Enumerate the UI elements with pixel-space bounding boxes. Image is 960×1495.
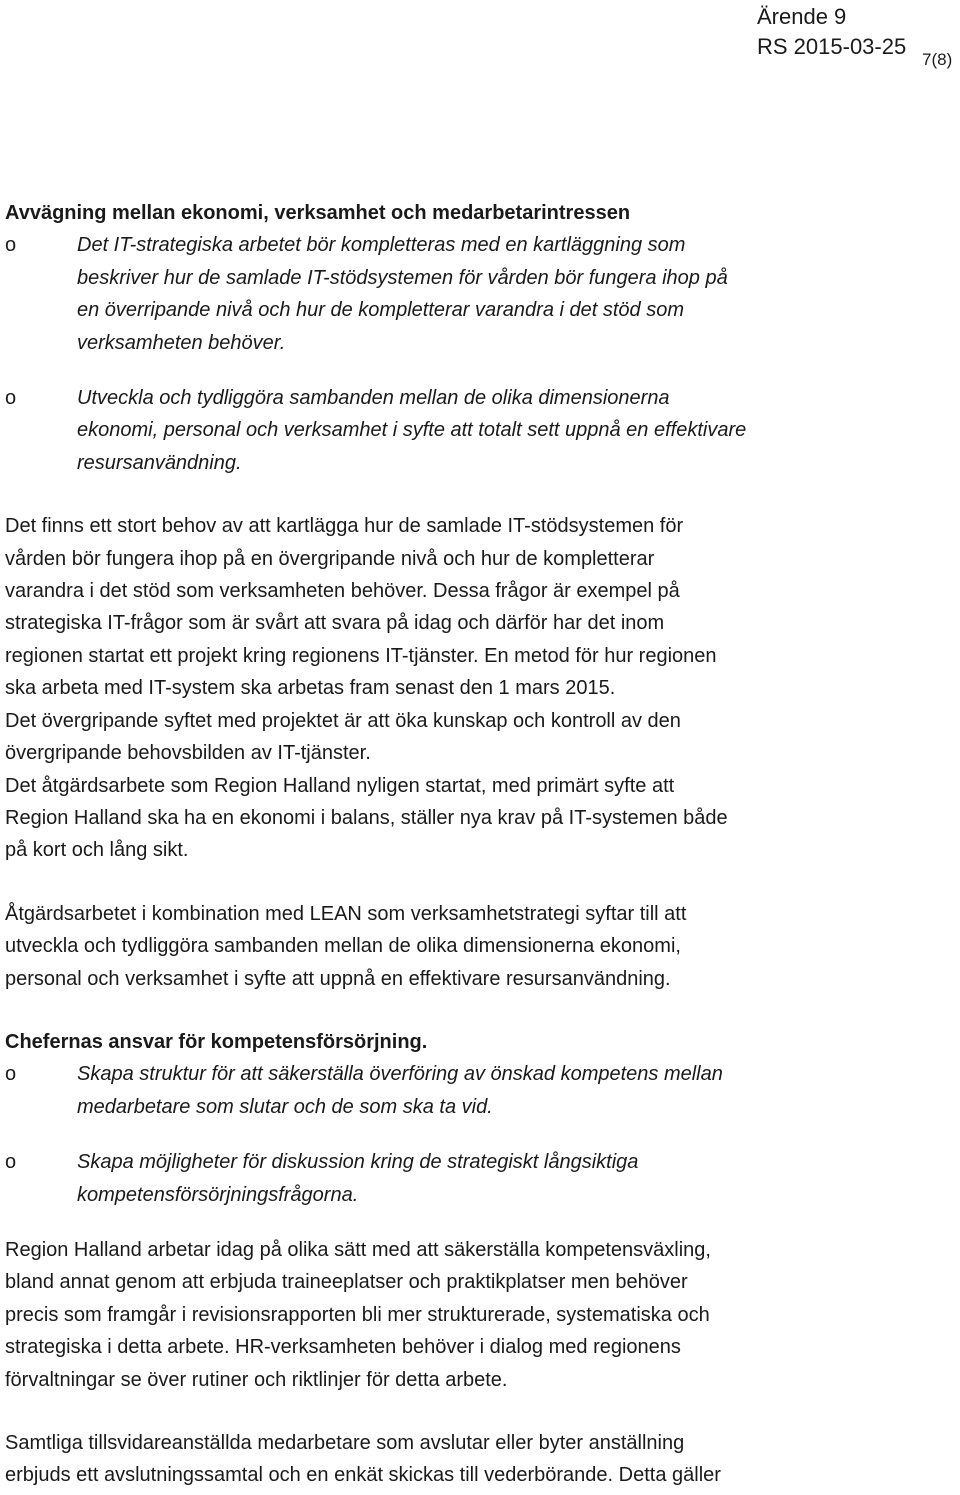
bullet-marker: o [5, 234, 17, 257]
text-line: Skapa möjligheter för diskussion kring de strategiskt långsiktiga [77, 1151, 639, 1174]
paragraph-exit-interview [5, 1427, 905, 1492]
text-line: bland annat genom att erbjuda traineeplatser och praktikplatser men behöver [5, 1271, 688, 1294]
text-line: strategiska i detta arbete. HR-verksamheten behöver i dialog med regionens [5, 1336, 681, 1359]
text-line: vården bör fungera ihop på en övergripande nivå och hur de kompletterar [5, 547, 655, 570]
text-line: en överripande nivå och hur de kompletterar varandra i det stöd som [77, 299, 685, 322]
text-line: Det finns ett stort behov av att kartlägga hur de samlade IT-stödsystemen för [5, 515, 684, 538]
section-heading-balance: Avvägning mellan ekonomi, verksamhet och medarbetarintressen [5, 202, 631, 224]
text-line: regionen startat ett projekt kring regionens IT-tjänster. En metod för hur regionen [5, 644, 717, 667]
text-line: Åtgärdsarbetet i kombination med LEAN som verksamhetstrategi syftar till att [5, 902, 687, 925]
text-line: Det IT-strategiska arbetet bör kompletteras med en kartläggning som [77, 234, 686, 257]
bullet-text [77, 382, 905, 479]
text-line: Region Halland ska ha en ekonomi i balans, ställer nya krav på IT-systemen både [5, 806, 728, 829]
text-line: medarbetare som slutar och de som ska ta vid. [77, 1095, 493, 1118]
meeting-date: RS 2015-03-25 [757, 34, 907, 59]
bullet-item [5, 382, 905, 479]
bullet-marker: o [5, 1063, 17, 1086]
bullet-item [5, 1146, 905, 1211]
text-line: övergripande behovsbilden av IT-tjänster. [5, 742, 371, 765]
bullet-text [77, 1058, 905, 1123]
text-line: Region Halland arbetar idag på olika sätt med att säkerställa kompetensväxling, [5, 1238, 711, 1261]
text-line: ska arbeta med IT-system ska arbetas fram senast den 1 mars 2015. [5, 677, 616, 700]
text-line: precis som framgår i revisionsrapporten bli mer strukturerade, systematiska och [5, 1303, 710, 1326]
text-line: utveckla och tydliggöra sambanden mellan de olika dimensionerna ekonomi, [5, 935, 681, 958]
text-line: ekonomi, personal och verksamhet i syfte att totalt sett uppnå en effektivare [77, 419, 747, 442]
bullet-item [5, 1058, 905, 1123]
bullet-text [77, 229, 905, 359]
paragraph-lean [5, 898, 905, 995]
text-line: Det åtgärdsarbete som Region Halland nyligen startat, med primärt syfte att [5, 774, 675, 797]
text-line: förvaltningar se över rutiner och riktlinjer för detta arbete. [5, 1368, 508, 1391]
bullet-marker: o [5, 387, 17, 410]
text-line: verksamheten behöver. [77, 331, 286, 354]
text-line: Utveckla och tydliggöra sambanden mellan de olika dimensionerna [77, 387, 670, 410]
text-line: varandra i det stöd som verksamheten behöver. Dessa frågor är exempel på [5, 580, 680, 603]
case-number: Ärende 9 [757, 4, 847, 29]
text-line: beskriver hur de samlade IT-stödsystemen för vården bör fungera ihop på [77, 266, 728, 289]
paragraph-competence-exchange [5, 1234, 905, 1396]
text-line: Det övergripande syftet med projektet är att öka kunskap och kontroll av den [5, 709, 681, 732]
bullet-marker: o [5, 1151, 17, 1174]
bullet-text [77, 1146, 905, 1211]
section-heading-competence: Chefernas ansvar för kompetensförsörjning. [5, 1030, 428, 1053]
text-line: resursanvändning. [77, 451, 242, 474]
text-line: strategiska IT-frågor som är svårt att svara på idag och därför har det inom [5, 612, 665, 635]
page-number: 7(8) [922, 50, 953, 69]
text-line: Skapa struktur för att säkerställa överföring av önskad kompetens mellan [77, 1063, 723, 1086]
text-line: Samtliga tillsvidareanställda medarbetare som avslutar eller byter anställning [5, 1432, 685, 1454]
paragraph-it-needs [5, 510, 905, 866]
text-line: personal och verksamhet i syfte att uppnå en effektivare resursanvändning. [5, 967, 671, 990]
document-body [5, 197, 905, 1492]
text-line: kompetensförsörjningsfrågorna. [77, 1183, 359, 1206]
bullet-item [5, 229, 905, 359]
text-line: på kort och lång sikt. [5, 839, 189, 862]
text-line: erbjuds ett avslutningssamtal och en enkät skickas till vederbörande. Detta gäller [5, 1464, 721, 1487]
